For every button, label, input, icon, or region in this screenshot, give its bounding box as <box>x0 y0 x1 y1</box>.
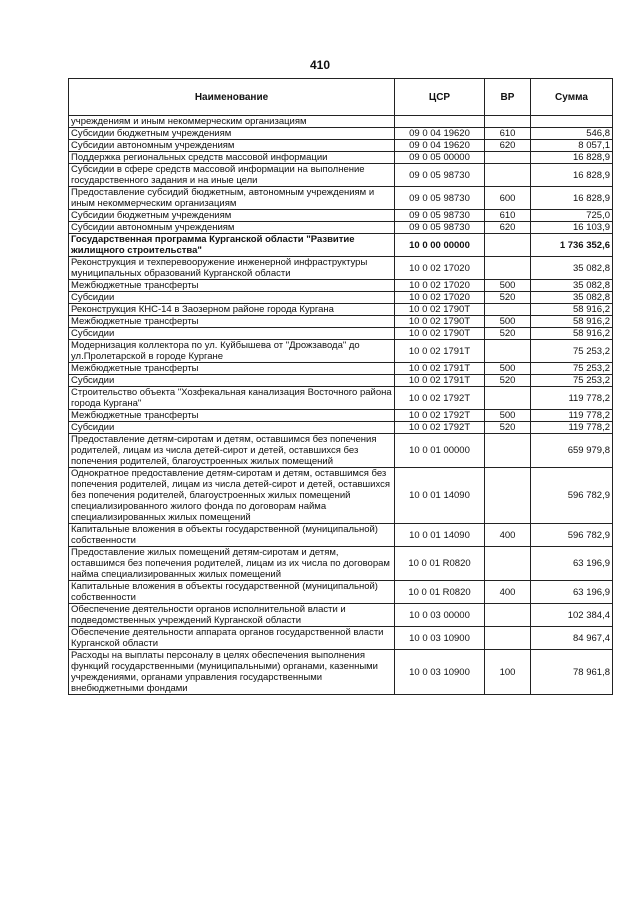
row-csr: 10 0 01 14090 <box>395 524 485 547</box>
row-csr: 10 0 02 1792Т <box>395 410 485 422</box>
row-csr: 09 0 04 19620 <box>395 128 485 140</box>
row-sum: 58 916,2 <box>531 304 613 316</box>
row-vr <box>485 387 531 410</box>
row-csr: 10 0 02 1790Т <box>395 316 485 328</box>
table-row <box>69 422 613 434</box>
row-sum: 35 082,8 <box>531 292 613 304</box>
table-row <box>69 152 613 164</box>
row-name: Субсидии <box>69 422 395 434</box>
row-name: Субсидии в сфере средств массовой информации на выполнение государственного задания и на иные цели <box>69 164 395 187</box>
table-row <box>69 604 613 627</box>
row-csr: 10 0 02 1791Т <box>395 363 485 375</box>
table-row <box>69 468 613 524</box>
row-name: Субсидии <box>69 375 395 387</box>
row-vr <box>485 234 531 257</box>
row-name: Предоставление детям-сиротам и детям, оставшимся без попечения родителей, лицам из числа детей-сирот и детей, оставшихся без попечения родителей, благоустроенных жилых помещений <box>69 434 395 468</box>
header-sum: Сумма <box>531 79 613 116</box>
row-csr: 10 0 01 00000 <box>395 434 485 468</box>
table-row <box>69 210 613 222</box>
row-sum: 58 916,2 <box>531 328 613 340</box>
row-vr: 520 <box>485 422 531 434</box>
row-name: Субсидии бюджетным учреждениям <box>69 128 395 140</box>
row-sum: 63 196,9 <box>531 581 613 604</box>
row-vr: 500 <box>485 410 531 422</box>
row-csr: 10 0 03 10900 <box>395 650 485 695</box>
row-vr: 620 <box>485 222 531 234</box>
row-vr <box>485 340 531 363</box>
row-csr: 10 0 02 1791Т <box>395 340 485 363</box>
row-csr: 10 0 01 R0820 <box>395 547 485 581</box>
row-sum <box>531 116 613 128</box>
row-sum: 119 778,2 <box>531 410 613 422</box>
row-name: Межбюджетные трансферты <box>69 316 395 328</box>
header-name: Наименование <box>69 79 395 116</box>
row-name: Субсидии <box>69 292 395 304</box>
row-vr <box>485 604 531 627</box>
row-name: Реконструкция и техперевооружение инженерной инфраструктуры муниципальных образований Курганской области <box>69 257 395 280</box>
row-sum: 16 103,9 <box>531 222 613 234</box>
row-sum: 63 196,9 <box>531 547 613 581</box>
table-row <box>69 581 613 604</box>
table-row <box>69 280 613 292</box>
row-name: Однократное предоставление детям-сиротам и детям, оставшимся без попечения родителей, лицам из числа детей-сирот и детей, оставшихся без попечения родителей, благоустроенных жилых помещений специализированного жилого фонда по договорам найма специализированных жилых помещений <box>69 468 395 524</box>
row-name: Субсидии автономным учреждениям <box>69 140 395 152</box>
table-row <box>69 116 613 128</box>
row-sum: 84 967,4 <box>531 627 613 650</box>
row-name: Предоставление субсидий бюджетным, автономным учреждениям и иным некоммерческим организациям <box>69 187 395 210</box>
row-name: Реконструкция КНС-14 в Заозерном районе города Кургана <box>69 304 395 316</box>
page-number: 410 <box>309 58 331 72</box>
row-vr: 400 <box>485 524 531 547</box>
row-csr: 09 0 05 98730 <box>395 187 485 210</box>
row-csr: 10 0 02 17020 <box>395 280 485 292</box>
row-sum: 58 916,2 <box>531 316 613 328</box>
table-row <box>69 340 613 363</box>
row-vr: 500 <box>485 280 531 292</box>
row-name: Предоставление жилых помещений детям-сиротам и детям, оставшимся без попечения родителей, лицам из их числа по договорам найма специализированных жилых помещений <box>69 547 395 581</box>
row-sum: 16 828,9 <box>531 164 613 187</box>
row-name: Поддержка региональных средств массовой информации <box>69 152 395 164</box>
row-name: Расходы на выплаты персоналу в целях обеспечения выполнения функций государственными (муниципальными) органами, казенными учреждениями, органами управления государственными внебюджетными фондами <box>69 650 395 695</box>
row-name: Капитальные вложения в объекты государственной (муниципальной) собственности <box>69 524 395 547</box>
row-vr <box>485 434 531 468</box>
table-row <box>69 140 613 152</box>
row-name: Обеспечение деятельности органов исполнительной власти и подведомственных учреждений Курганской области <box>69 604 395 627</box>
row-vr <box>485 547 531 581</box>
table-row <box>69 257 613 280</box>
table-body <box>69 116 613 695</box>
row-sum: 596 782,9 <box>531 524 613 547</box>
row-sum: 75 253,2 <box>531 340 613 363</box>
table-row <box>69 650 613 695</box>
row-csr: 10 0 02 1792Т <box>395 422 485 434</box>
table-row <box>69 316 613 328</box>
row-name: Межбюджетные трансферты <box>69 410 395 422</box>
table-row <box>69 375 613 387</box>
row-csr: 10 0 02 1790Т <box>395 328 485 340</box>
row-vr: 600 <box>485 187 531 210</box>
row-name: Государственная программа Курганской области "Развитие жилищного строительства" <box>69 234 395 257</box>
row-sum: 78 961,8 <box>531 650 613 695</box>
table-row <box>69 387 613 410</box>
row-sum: 119 778,2 <box>531 422 613 434</box>
row-vr <box>485 257 531 280</box>
row-name: Модернизация коллектора по ул. Куйбышева от "Дрожзавода" до ул.Пролетарской в городе Кургане <box>69 340 395 363</box>
row-sum: 16 828,9 <box>531 152 613 164</box>
row-csr <box>395 116 485 128</box>
row-name: Субсидии <box>69 328 395 340</box>
row-sum: 1 736 352,6 <box>531 234 613 257</box>
table-row <box>69 187 613 210</box>
row-name: Капитальные вложения в объекты государственной (муниципальной) собственности <box>69 581 395 604</box>
row-csr: 10 0 01 14090 <box>395 468 485 524</box>
table-row <box>69 328 613 340</box>
row-vr: 610 <box>485 128 531 140</box>
row-csr: 09 0 05 98730 <box>395 210 485 222</box>
row-sum: 119 778,2 <box>531 387 613 410</box>
row-csr: 09 0 05 98730 <box>395 222 485 234</box>
row-name: Межбюджетные трансферты <box>69 363 395 375</box>
table-row <box>69 410 613 422</box>
row-csr: 10 0 03 00000 <box>395 604 485 627</box>
row-sum: 596 782,9 <box>531 468 613 524</box>
row-vr: 500 <box>485 316 531 328</box>
row-csr: 10 0 02 1792Т <box>395 387 485 410</box>
row-sum: 102 384,4 <box>531 604 613 627</box>
table-header-row <box>69 79 613 116</box>
header-vr: ВР <box>485 79 531 116</box>
row-name: Межбюджетные трансферты <box>69 280 395 292</box>
budget-table <box>68 78 613 695</box>
row-vr: 520 <box>485 328 531 340</box>
table-row <box>69 434 613 468</box>
row-sum: 8 057,1 <box>531 140 613 152</box>
row-vr: 610 <box>485 210 531 222</box>
table-row <box>69 627 613 650</box>
row-sum: 725,0 <box>531 210 613 222</box>
row-csr: 10 0 00 00000 <box>395 234 485 257</box>
row-csr: 10 0 02 1790Т <box>395 304 485 316</box>
row-csr: 09 0 05 00000 <box>395 152 485 164</box>
row-vr <box>485 164 531 187</box>
table-row <box>69 304 613 316</box>
table-row <box>69 222 613 234</box>
row-vr: 620 <box>485 140 531 152</box>
row-csr: 09 0 05 98730 <box>395 164 485 187</box>
row-vr <box>485 116 531 128</box>
table-row <box>69 292 613 304</box>
row-csr: 10 0 02 17020 <box>395 257 485 280</box>
row-name: Субсидии автономным учреждениям <box>69 222 395 234</box>
table-row <box>69 128 613 140</box>
row-name: учреждениям и иным некоммерческим организациям <box>69 116 395 128</box>
row-sum: 75 253,2 <box>531 375 613 387</box>
table-row <box>69 363 613 375</box>
row-sum: 35 082,8 <box>531 257 613 280</box>
header-csr: ЦСР <box>395 79 485 116</box>
row-sum: 35 082,8 <box>531 280 613 292</box>
row-sum: 659 979,8 <box>531 434 613 468</box>
row-csr: 09 0 04 19620 <box>395 140 485 152</box>
row-name: Субсидии бюджетным учреждениям <box>69 210 395 222</box>
row-vr <box>485 627 531 650</box>
row-vr: 520 <box>485 375 531 387</box>
table-row <box>69 234 613 257</box>
row-name: Строительство объекта "Хозфекальная канализация Восточного района города Кургана" <box>69 387 395 410</box>
row-vr <box>485 152 531 164</box>
table-row <box>69 164 613 187</box>
row-vr: 500 <box>485 363 531 375</box>
row-sum: 16 828,9 <box>531 187 613 210</box>
row-name: Обеспечение деятельности аппарата органов государственной власти Курганской области <box>69 627 395 650</box>
row-sum: 546,8 <box>531 128 613 140</box>
row-csr: 10 0 02 17020 <box>395 292 485 304</box>
row-vr <box>485 468 531 524</box>
row-vr: 520 <box>485 292 531 304</box>
row-csr: 10 0 02 1791Т <box>395 375 485 387</box>
row-vr: 100 <box>485 650 531 695</box>
row-csr: 10 0 01 R0820 <box>395 581 485 604</box>
row-vr: 400 <box>485 581 531 604</box>
row-csr: 10 0 03 10900 <box>395 627 485 650</box>
table-row <box>69 547 613 581</box>
row-vr <box>485 304 531 316</box>
row-sum: 75 253,2 <box>531 363 613 375</box>
table-row <box>69 524 613 547</box>
